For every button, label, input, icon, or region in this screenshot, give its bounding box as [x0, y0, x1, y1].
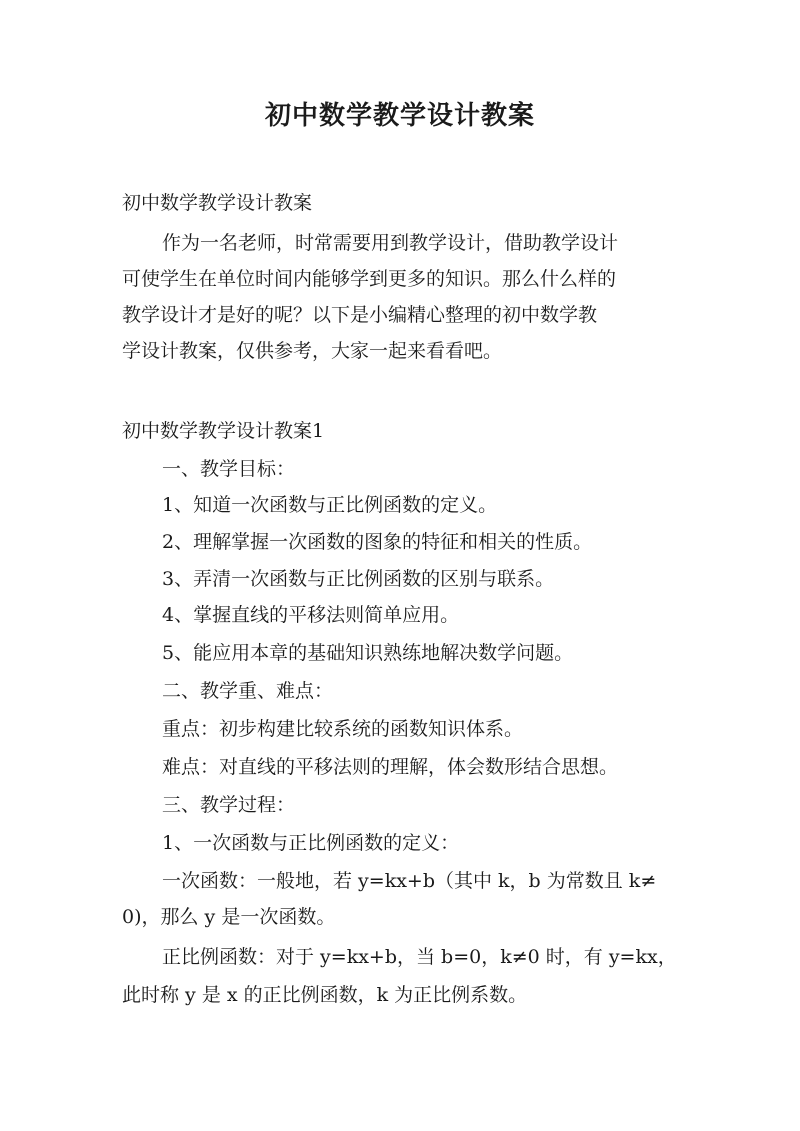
goal-item: 1、知道一次函数与正比例函数的定义。 [162, 494, 498, 516]
intro-line: 作为一名老师，时常需要用到教学设计，借助教学设计 [162, 232, 619, 254]
intro-line: 学设计教案，仅供参考，大家一起来看看吧。 [122, 340, 503, 362]
intro-line: 教学设计才是好的呢？以下是小编精心整理的初中数学教 [122, 304, 598, 326]
document-title: 初中数学教学设计教案 [264, 101, 535, 131]
section-heading: 初中数学教学设计教案1 [122, 420, 325, 442]
definition-line: 此时称 y 是 x 的正比例函数，k 为正比例系数。 [122, 984, 528, 1006]
goal-item: 4、掌握直线的平移法则简单应用。 [162, 604, 460, 626]
goals-heading: 一、教学目标： [162, 458, 296, 480]
key-point: 重点：初步构建比较系统的函数知识体系。 [162, 718, 524, 740]
process-item: 1、一次函数与正比例函数的定义： [162, 832, 460, 854]
process-heading: 三、教学过程： [162, 794, 296, 816]
definition-line: 正比例函数：对于 y=kx+b，当 b=0，k≠0 时，有 y=kx， [162, 946, 677, 968]
definition-line: 0)，那么 y 是一次函数。 [122, 906, 336, 928]
document-subtitle: 初中数学教学设计教案 [122, 192, 313, 214]
goal-item: 5、能应用本章的基础知识熟练地解决数学问题。 [162, 642, 574, 664]
key-heading: 二、教学重、难点： [162, 680, 334, 702]
definition-line: 一次函数：一般地，若 y=kx+b（其中 k，b 为常数且 k≠ [162, 870, 657, 892]
difficult-point: 难点：对直线的平移法则的理解，体会数形结合思想。 [162, 756, 619, 778]
goal-item: 3、弄清一次函数与正比例函数的区别与联系。 [162, 568, 555, 590]
goal-item: 2、理解掌握一次函数的图象的特征和相关的性质。 [162, 531, 593, 553]
intro-line: 可使学生在单位时间内能够学到更多的知识。那么什么样的 [122, 268, 617, 290]
